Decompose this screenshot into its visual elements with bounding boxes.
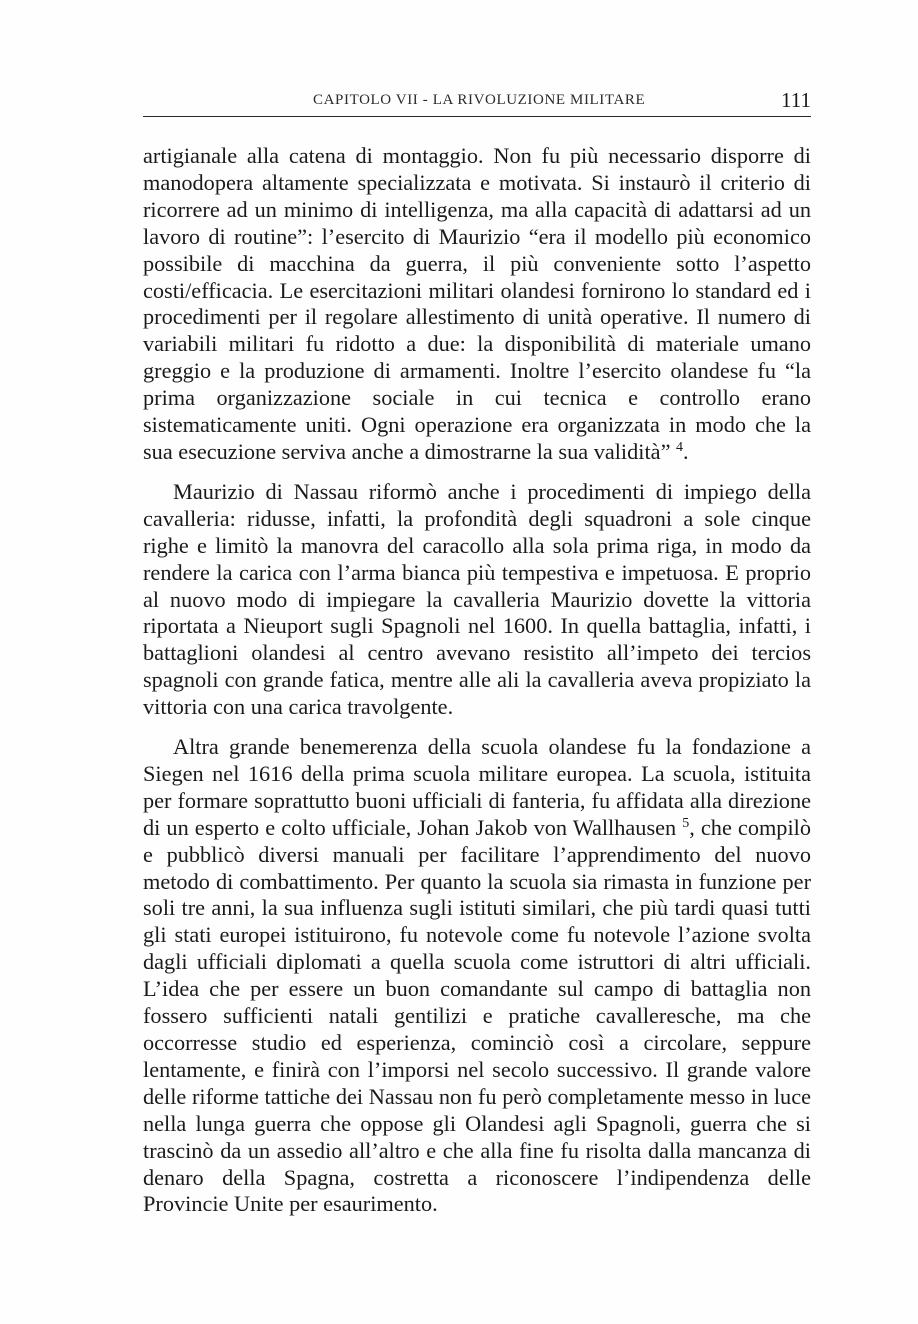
page-number: 111 [781, 88, 811, 112]
footnote-ref-5: 5 [682, 815, 690, 831]
paragraph-1-tail: . [683, 438, 689, 464]
paragraph-2 [143, 479, 811, 721]
footnote-ref-4: 4 [676, 439, 684, 455]
body-text [143, 143, 811, 1218]
paragraph-3-text-before: Altra grande benemerenza della scuola olandese fu la fondazione a Siegen nel 1616 della prima scuola militare europea. La scuola, istituita per formare soprattutto buoni ufficiali di fanteria, fu affidata alla direzione di un esperto e colto ufficiale, Johan Jakob von Wallhausen [143, 734, 811, 840]
paragraph-3 [143, 734, 811, 1218]
paragraph-2-text: Maurizio di Nassau riformò anche i procedimenti di impiego della cavalleria: ridusse, infatti, la profondità degli squadroni a sole cinque righe e limitò la manovra del caracollo alla sola prima riga, in modo da rendere la carica con l’arma bianca più tempestiva e impetuosa. E proprio al nuovo modo di impiegare la cavalleria Maurizio dovette la vittoria riportata a Nieuport sugli Spagnoli nel 1600. In quella battaglia, infatti, i battaglioni olandesi al centro avevano resistito all’impeto dei tercios spagnoli con grande fatica, mentre alle ali la cavalleria aveva propiziato la vittoria con una carica travolgente. [143, 478, 811, 720]
running-header [143, 88, 811, 117]
paragraph-1-text: artigianale alla catena di montaggio. Non fu più necessario disporre di manodopera altamente specializzata e motivata. Si instaurò il criterio di ricorrere ad un minimo di intelligenza, ma alla capacità di adattarsi ad un lavoro di routine”: l’esercito di Maurizio “era il modello più economico possibile di macchina da guerra, il più conveniente sotto l’aspetto costi/efficacia. Le esercitazioni militari olandesi fornirono lo standard ed i procedimenti per il regolare allestimento di unità operative. Il numero di variabili militari fu ridotto a due: la disponibilità di materiale umano greggio e la produzione di armamenti. Inoltre l’esercito olandese fu “la prima organizzazione sociale in cui tecnica e controllo erano sistematicamente uniti. Ogni operazione era organizzata in modo che la sua esecuzione serviva anche a dimostrarne la sua validità” [143, 143, 811, 464]
paragraph-3-text-after: , che compilò e pubblicò diversi manuali per facilitare l’apprendimento del nuovo metodo di combattimento. Per quanto la scuola sia rimasta in funzione per soli tre anni, la sua influenza sugli istituti similari, che più tardi quasi tutti gli stati europei istituirono, fu notevole come fu notevole l’azione svolta dagli ufficiali diplomati a quella scuola come istruttori di altri ufficiali. L’idea che per essere un buon comandante sul campo di battaglia non fossero sufficienti natali gentilizi e pratiche cavalleresche, ma che occorresse studio ed esperienza, cominciò così a circolare, seppure lentamente, e finirà con l’imporsi nel secolo successivo. Il grande valore delle riforme tattiche dei Nassau non fu però completamente messo in luce nella lunga guerra che oppose gli Olandesi agli Spagnoli, guerra che si trascinò da un assedio all’altro e che alla fine fu risolta dalla mancanza di denaro della Spagna, costretta a riconoscere l’indipendenza delle Provincie Unite per esaurimento. [143, 814, 811, 1217]
running-title: CAPITOLO VII - LA RIVOLUZIONE MILITARE [313, 92, 646, 108]
paragraph-1 [143, 143, 811, 466]
